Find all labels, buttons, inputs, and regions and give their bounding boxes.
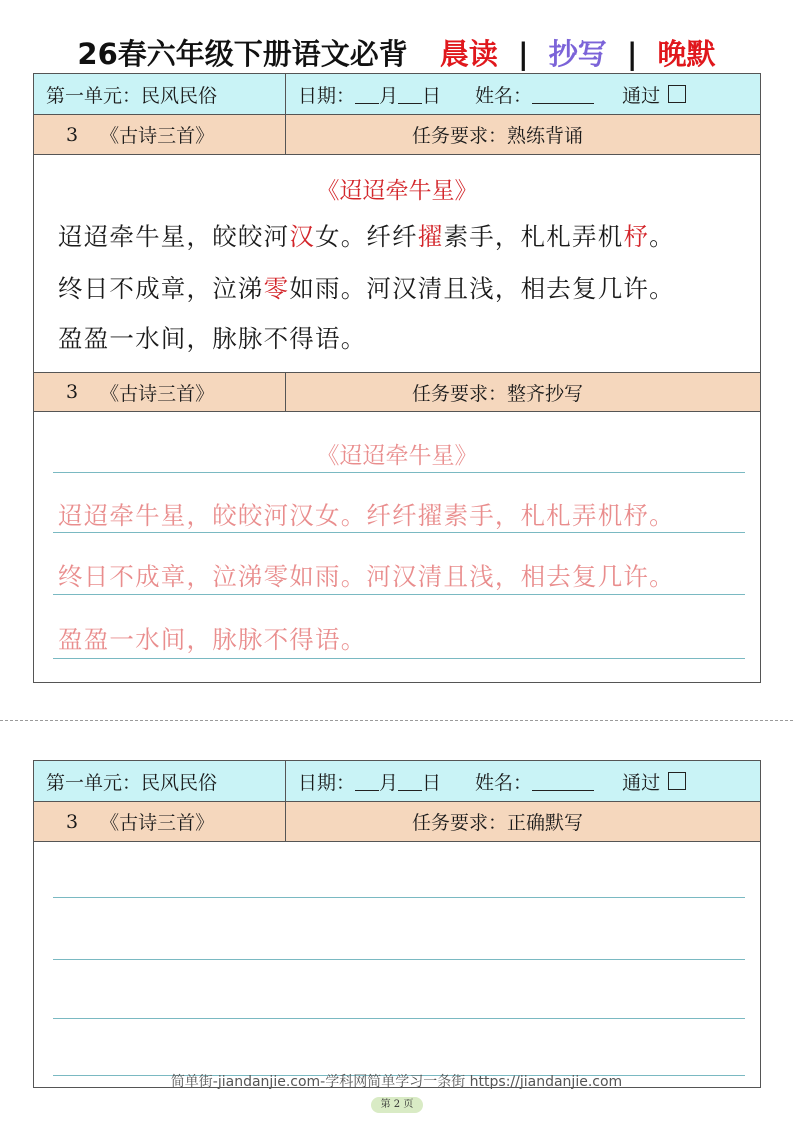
guide-line bbox=[53, 532, 745, 533]
day-blank[interactable] bbox=[398, 85, 422, 104]
info-fields bbox=[286, 761, 760, 801]
date-label: 日期： bbox=[298, 84, 356, 107]
highlight-char: 杼 bbox=[623, 222, 650, 251]
guide-line bbox=[53, 472, 745, 473]
lesson-name: 《古诗三首》 bbox=[100, 382, 215, 405]
lesson-name: 《古诗三首》 bbox=[100, 125, 215, 147]
lesson-name: 《古诗三首》 bbox=[100, 812, 215, 834]
cut-line bbox=[0, 720, 793, 721]
mode-morning-read: 晨读 bbox=[439, 37, 498, 71]
worksheet-top bbox=[33, 73, 761, 683]
page-number: 第 2 页 bbox=[371, 1097, 423, 1113]
highlight-char: 汉 bbox=[289, 222, 316, 251]
poem-line-2 bbox=[58, 270, 675, 305]
mode-evening-dictate: 晚默 bbox=[657, 37, 716, 71]
trace-line-1: 迢迢牵牛星，皎皎河汉女。纤纤擢素手，札札弄机杼。 bbox=[58, 501, 675, 530]
lesson-cell bbox=[34, 802, 286, 841]
writing-line[interactable] bbox=[53, 897, 745, 898]
lesson-cell bbox=[34, 115, 286, 154]
poem-text: 素手，札札弄机 bbox=[443, 222, 624, 251]
poem-text: 终日不成章，泣涕 bbox=[58, 274, 264, 303]
pass-checkbox[interactable] bbox=[668, 85, 686, 103]
lesson-number: 3 bbox=[66, 123, 79, 146]
task-row-recite bbox=[34, 115, 760, 155]
lesson-cell bbox=[34, 373, 286, 411]
name-label: 姓名： bbox=[475, 84, 533, 107]
pass-label: 通过 bbox=[622, 771, 661, 794]
trace-title: 《迢迢牵牛星》 bbox=[316, 443, 478, 469]
highlight-char: 零 bbox=[263, 274, 290, 303]
date-label: 日期： bbox=[298, 771, 356, 794]
lesson-number: 3 bbox=[66, 381, 79, 403]
writing-line[interactable] bbox=[53, 959, 745, 960]
poem-title: 《迢迢牵牛星》 bbox=[316, 178, 478, 204]
worksheet-bottom bbox=[33, 760, 761, 1088]
page-title bbox=[0, 30, 793, 78]
guide-line bbox=[53, 658, 745, 659]
pass-checkbox[interactable] bbox=[668, 772, 686, 790]
name-blank[interactable] bbox=[532, 85, 594, 104]
name-label: 姓名： bbox=[475, 771, 533, 794]
task-requirement: 任务要求：正确默写 bbox=[412, 812, 584, 834]
poem-text: 如雨。河汉清且浅，相去复几许。 bbox=[289, 274, 675, 303]
pass-label: 通过 bbox=[622, 84, 661, 107]
task-requirement: 任务要求：整齐抄写 bbox=[412, 382, 584, 405]
highlight-char: 擢 bbox=[417, 222, 444, 251]
worksheet-title: 26春六年级下册语文必背 bbox=[77, 37, 408, 71]
month-label: 月 bbox=[379, 84, 399, 107]
title-separator: | bbox=[518, 37, 529, 71]
info-fields bbox=[286, 74, 760, 114]
trace-line-2: 终日不成章，泣涕零如雨。河汉清且浅，相去复几许。 bbox=[58, 562, 675, 591]
day-blank[interactable] bbox=[398, 772, 422, 791]
name-blank[interactable] bbox=[532, 772, 594, 791]
info-row bbox=[34, 761, 760, 802]
day-label: 日 bbox=[422, 84, 442, 107]
month-label: 月 bbox=[379, 771, 399, 794]
poem-line-3: 盈盈一水间，脉脉不得语。 bbox=[58, 324, 367, 353]
trace-line-3: 盈盈一水间，脉脉不得语。 bbox=[58, 625, 367, 654]
day-label: 日 bbox=[422, 771, 442, 794]
unit-label: 第一单元：民风民俗 bbox=[34, 74, 286, 114]
task-row-copy bbox=[34, 372, 760, 412]
unit-label: 第一单元：民风民俗 bbox=[34, 761, 286, 801]
task-requirement: 任务要求：熟练背诵 bbox=[412, 125, 584, 147]
poem-text: 。 bbox=[649, 222, 675, 251]
mode-copy: 抄写 bbox=[548, 37, 607, 71]
watermark-text: 简单街-jiandanjie.com-学科网简单学习一条街 https://jiandanjie.com bbox=[170, 1074, 623, 1090]
month-blank[interactable] bbox=[355, 85, 379, 104]
poem-text: 女。纤纤 bbox=[315, 222, 418, 251]
month-blank[interactable] bbox=[355, 772, 379, 791]
guide-line bbox=[53, 594, 745, 595]
writing-line[interactable] bbox=[53, 1018, 745, 1019]
info-row bbox=[34, 74, 760, 115]
task-row-dictate bbox=[34, 802, 760, 842]
poem-line-1 bbox=[58, 218, 675, 253]
lesson-number: 3 bbox=[66, 810, 79, 833]
poem-text: 迢迢牵牛星，皎皎河 bbox=[58, 222, 290, 251]
title-separator: | bbox=[626, 37, 638, 71]
